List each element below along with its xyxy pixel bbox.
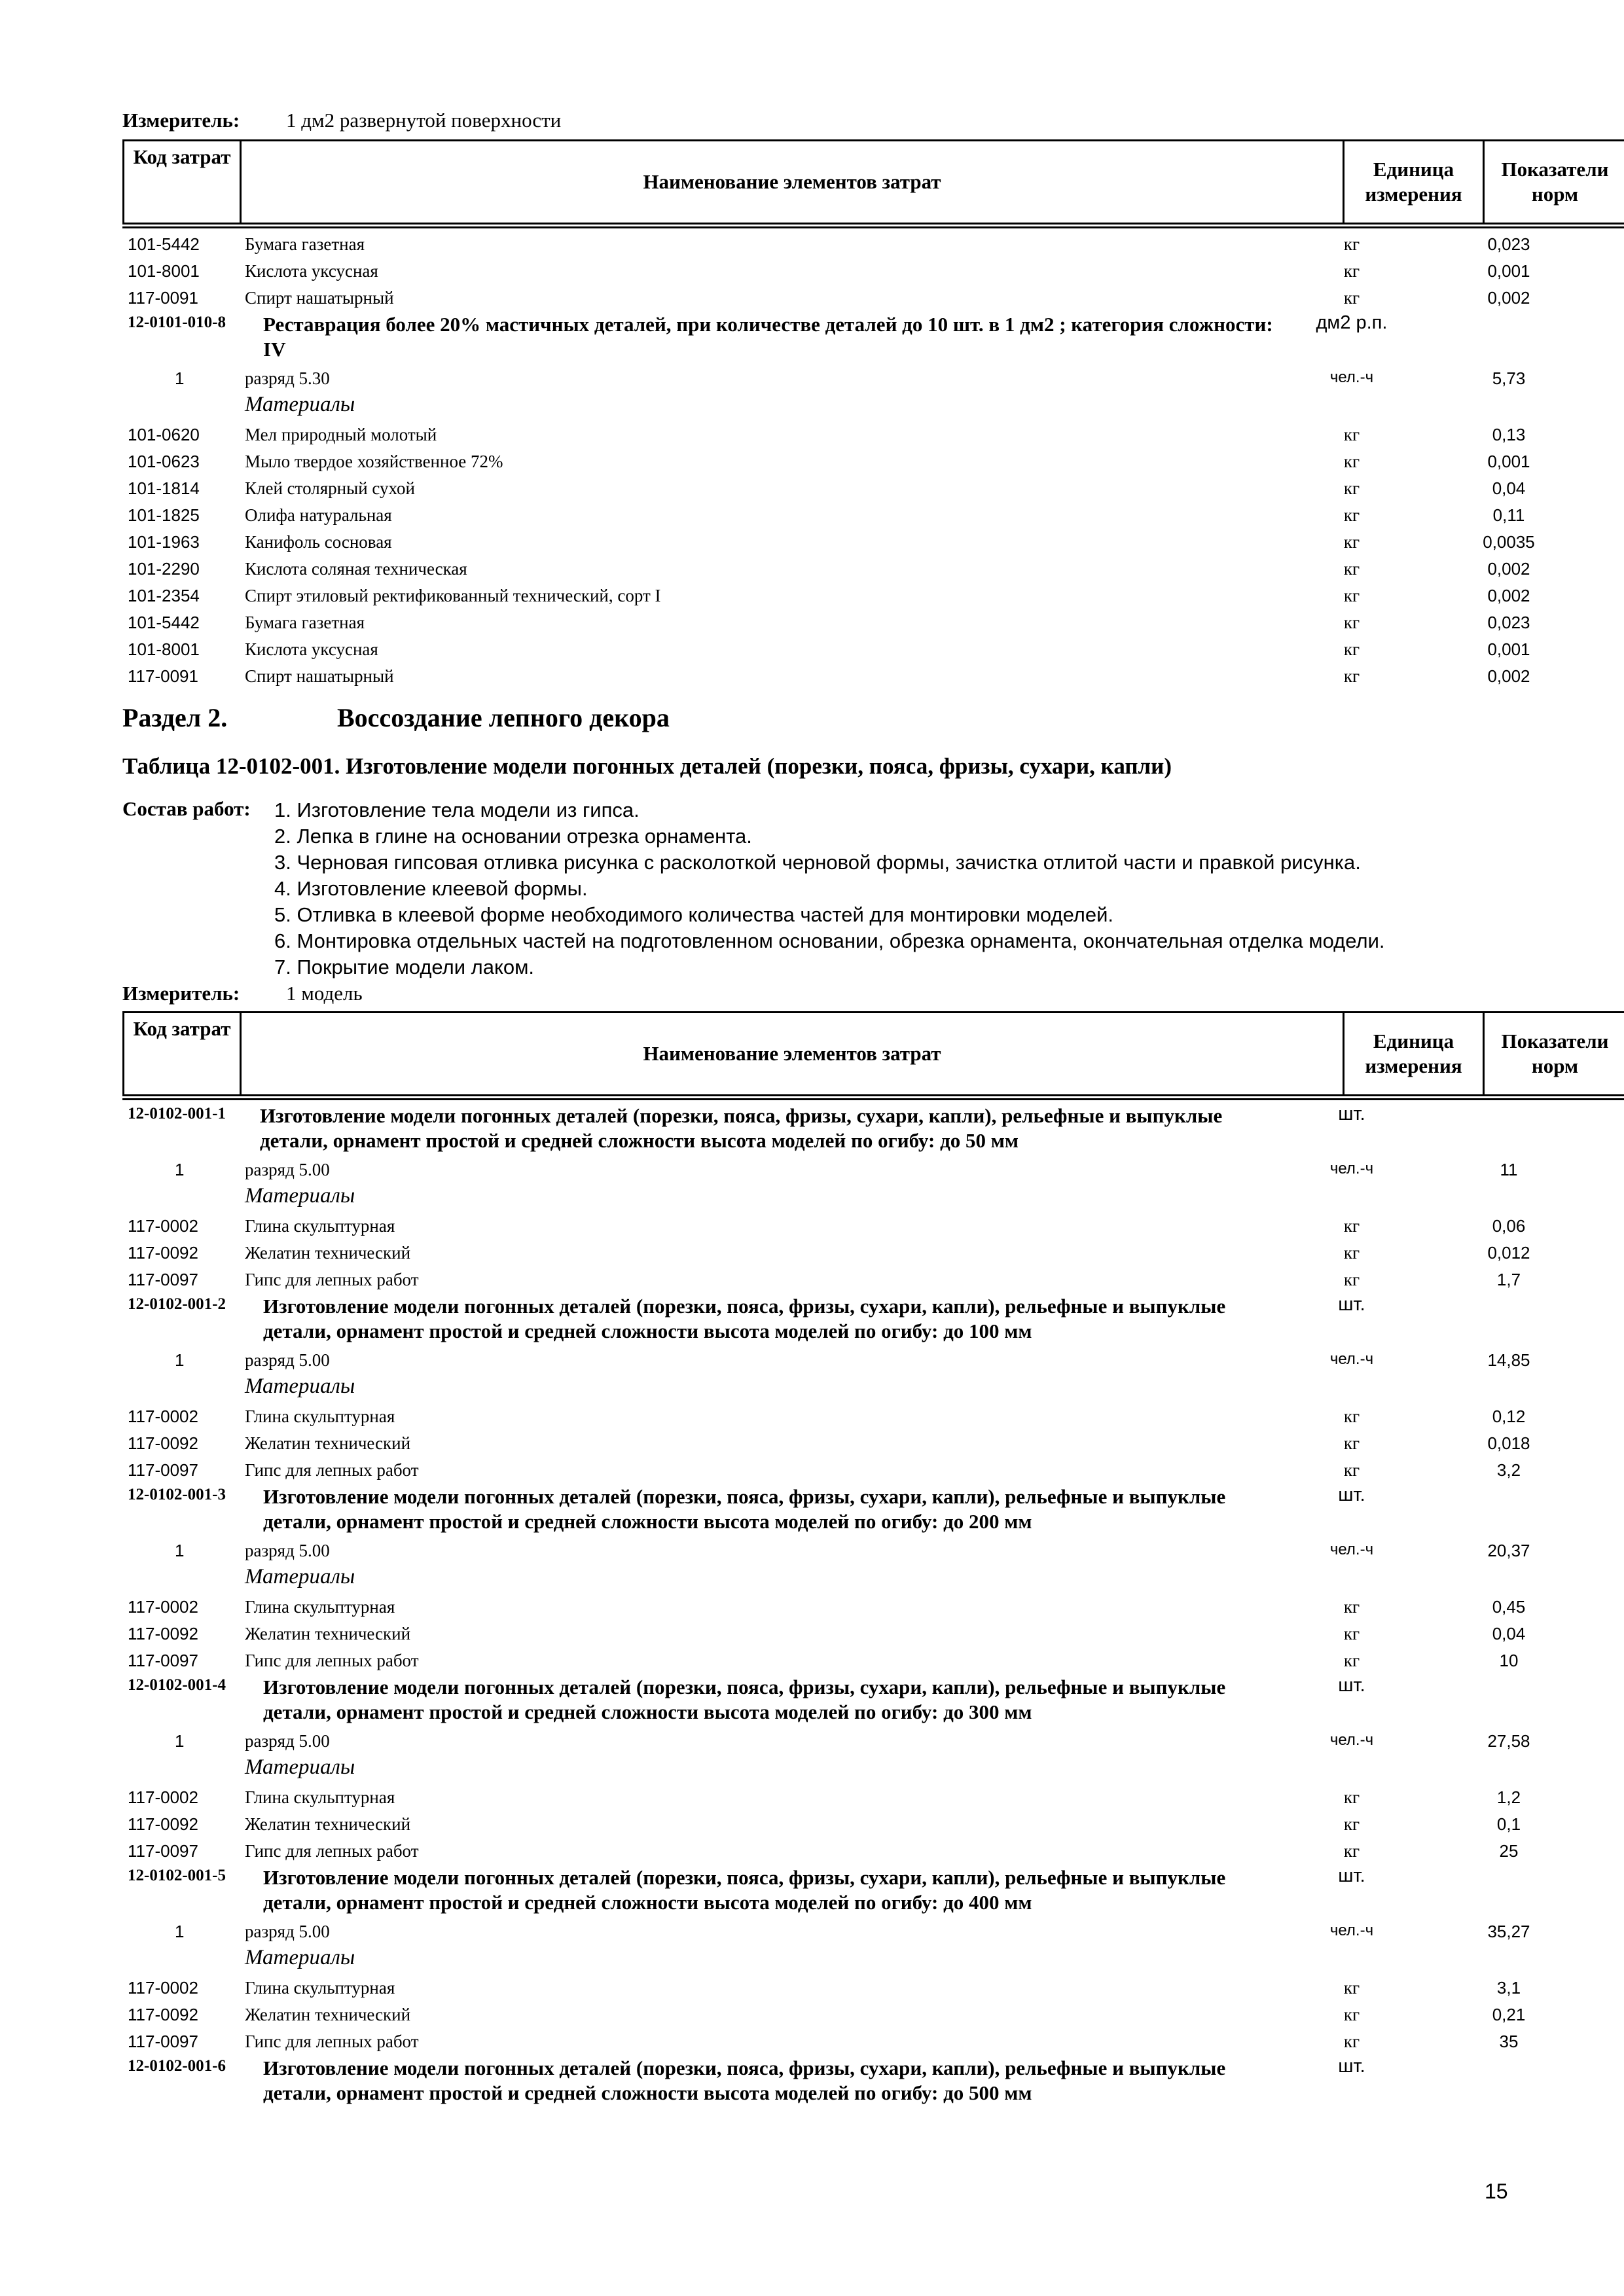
unit-cell: шт. <box>1338 1103 1365 1124</box>
cost-code: 101-1814 <box>128 478 200 498</box>
cost-code: 101-0623 <box>128 452 200 471</box>
unit-cell: чел.-ч <box>1329 1160 1374 1177</box>
cost-code: 117-0002 <box>128 1597 198 1617</box>
element-name: Реставрация более 20% мастичных деталей, при количестве деталей до 10 шт. в 1 дм2 ; категория сложности: IV <box>263 313 1273 361</box>
norm-cell: 5,73 <box>1492 368 1526 388</box>
unit-cell: кг <box>1343 666 1360 686</box>
norm-cell: 0,023 <box>1487 613 1530 632</box>
element-name: Материалы <box>245 1755 355 1779</box>
cost-code: 117-0097 <box>128 1841 198 1861</box>
table-row <box>122 529 1535 556</box>
measurer-label: Измеритель: <box>122 982 240 1005</box>
element-name: Спирт нашатырный <box>245 666 394 686</box>
unit-cell: кг <box>1343 1270 1360 1289</box>
work-composition-item: 6. Монтировка отдельных частей на подготовленном основании, обрезка орнамента, окончательная отделка модели. <box>274 929 1385 952</box>
unit-cell: кг <box>1343 2005 1360 2024</box>
norm-cell: 0,21 <box>1492 2005 1526 2024</box>
unit-cell: кг <box>1343 586 1360 605</box>
unit-cell: кг <box>1343 1841 1360 1861</box>
table-row <box>122 476 1526 503</box>
element-name: Гипс для лепных работ <box>245 1841 419 1861</box>
work-row <box>122 2056 1504 2109</box>
cost-code: 117-0002 <box>128 1787 198 1807</box>
header-name: Наименование элементов затрат <box>240 139 1344 224</box>
table-row <box>122 2029 1519 2056</box>
labor-row <box>122 1919 1530 1946</box>
norm-cell: 11 <box>1500 1160 1518 1179</box>
element-name: Желатин технический <box>245 1624 411 1643</box>
table-row <box>122 1975 1521 2002</box>
header-norm: Показатели норм <box>1483 139 1624 224</box>
norm-cell: 0,018 <box>1487 1433 1530 1453</box>
unit-cell: чел.-ч <box>1329 1350 1374 1368</box>
element-name: Материалы <box>245 1946 355 1969</box>
element-name: Канифоль сосновая <box>245 532 392 552</box>
element-name: Глина скульптурная <box>245 1407 395 1426</box>
norm-cell: 1,7 <box>1496 1270 1521 1289</box>
norm-cell: 0,04 <box>1492 478 1526 498</box>
element-name: Материалы <box>245 1184 355 1208</box>
materials-heading-row <box>122 393 1504 422</box>
table-row <box>122 1648 1519 1675</box>
work-composition-label: Состав работ: <box>122 797 251 820</box>
table-title: Таблица 12-0102-001. Изготовление модели погонных деталей (порезки, пояса, фризы, сухари, капли) <box>122 753 1172 779</box>
labor-row <box>122 1157 1518 1184</box>
table-row <box>122 1812 1521 1839</box>
table-row <box>122 503 1525 529</box>
norm-cell: 0,023 <box>1487 234 1530 254</box>
work-composition-item: 4. Изготовление клеевой формы. <box>274 877 588 900</box>
unit-cell: кг <box>1343 234 1360 254</box>
cost-code: 117-0092 <box>128 1624 198 1643</box>
norm-cell: 14,85 <box>1487 1350 1530 1370</box>
table-row <box>122 583 1530 610</box>
element-name: разряд 5.00 <box>245 1160 330 1179</box>
element-name: разряд 5.00 <box>245 1731 330 1751</box>
cost-code: 117-0097 <box>128 1460 198 1480</box>
materials-heading-row <box>122 1565 1504 1594</box>
table-row <box>122 1213 1526 1240</box>
cost-code: 12-0102-001-2 <box>128 1295 226 1313</box>
cost-code: 117-0091 <box>128 288 198 308</box>
cost-code: 12-0102-001-3 <box>128 1486 226 1503</box>
element-name: Гипс для лепных работ <box>245 2032 419 2051</box>
norm-cell: 0,002 <box>1487 586 1530 605</box>
section-heading <box>122 702 670 733</box>
cost-code: 117-0092 <box>128 1814 198 1834</box>
unit-cell: кг <box>1343 425 1360 444</box>
cost-code: 12-0102-001-1 <box>128 1105 226 1122</box>
unit-cell: чел.-ч <box>1329 1541 1374 1558</box>
cost-code: 101-5442 <box>128 234 200 254</box>
header-name: Наименование элементов затрат <box>240 1011 1344 1096</box>
element-name: Изготовление модели погонных деталей (порезки, пояса, фризы, сухари, капли), рельефные и выпуклые детали, орнамент простой и средней сложности высота моделей по огибу: до 400 мм <box>263 1866 1226 1914</box>
unit-cell: кг <box>1343 559 1360 579</box>
element-name: Бумага газетная <box>245 234 365 254</box>
element-name: Изготовление модели погонных деталей (порезки, пояса, фризы, сухари, капли), рельефные и выпуклые детали, орнамент простой и средней сложности высота моделей по огибу: до 50 мм <box>260 1104 1223 1152</box>
work-composition-item: 7. Покрытие модели лаком. <box>274 956 535 978</box>
table-header-1 <box>122 139 1609 230</box>
cost-code: 101-2290 <box>128 559 200 579</box>
norm-cell: 0,002 <box>1487 288 1530 308</box>
table-row <box>122 1267 1521 1294</box>
element-name: Материалы <box>245 1374 355 1398</box>
cost-code: 1 <box>175 1541 185 1560</box>
cost-code: 1 <box>175 1731 185 1751</box>
table-row <box>122 1785 1521 1812</box>
cost-code: 117-0097 <box>128 1270 198 1289</box>
unit-cell: кг <box>1343 288 1360 308</box>
unit-cell: кг <box>1343 613 1360 632</box>
unit-cell: кг <box>1343 1787 1360 1807</box>
element-name: Гипс для лепных работ <box>245 1460 419 1480</box>
work-composition-items <box>274 797 1385 980</box>
unit-cell: кг <box>1343 1433 1360 1453</box>
cost-code: 12-0102-001-5 <box>128 1867 226 1884</box>
norm-cell: 3,2 <box>1496 1460 1521 1480</box>
unit-cell: кг <box>1343 2032 1360 2051</box>
work-row <box>122 1103 1504 1157</box>
unit-cell: кг <box>1343 505 1360 525</box>
work-row <box>122 1865 1504 1919</box>
labor-row <box>122 1538 1530 1565</box>
norm-cell: 0,001 <box>1487 261 1530 281</box>
norm-cell: 0,04 <box>1492 1624 1526 1643</box>
norm-cell: 3,1 <box>1496 1978 1521 1998</box>
norm-cell: 0,002 <box>1487 666 1530 686</box>
cost-code: 12-0102-001-4 <box>128 1676 226 1694</box>
unit-cell: кг <box>1343 639 1360 659</box>
header-rule <box>122 226 1624 228</box>
work-composition-item: 5. Отливка в клеевой форме необходимого количества частей для монтировки моделей. <box>274 903 1114 926</box>
element-name: Спирт этиловый ректификованный технический, сорт I <box>245 586 661 605</box>
unit-cell: чел.-ч <box>1329 1922 1374 1939</box>
norm-cell: 0,001 <box>1487 639 1530 659</box>
cost-code: 117-0002 <box>128 1407 198 1426</box>
unit-cell: дм2 р.п. <box>1316 312 1388 333</box>
cost-code: 1 <box>175 1350 185 1370</box>
measurer-value: 1 модель <box>286 982 363 1005</box>
cost-code: 117-0091 <box>128 666 198 686</box>
element-name: Кислота уксусная <box>245 261 378 281</box>
cost-code: 1 <box>175 1160 185 1179</box>
element-name: Материалы <box>245 393 355 416</box>
measurer-value: 1 дм2 развернутой поверхности <box>286 109 562 132</box>
page-number: 15 <box>1485 2179 1508 2203</box>
element-name: Кислота соляная техническая <box>245 559 467 579</box>
norm-cell: 0,002 <box>1487 559 1530 579</box>
norm-cell: 0,06 <box>1492 1216 1526 1236</box>
table-row <box>122 637 1530 664</box>
element-name: Спирт нашатырный <box>245 288 394 308</box>
norm-cell: 0,001 <box>1487 452 1530 471</box>
norm-cell: 0,12 <box>1492 1407 1526 1426</box>
cost-code: 117-0092 <box>128 1243 198 1263</box>
table-row <box>122 232 1530 259</box>
element-name: Гипс для лепных работ <box>245 1270 419 1289</box>
labor-row <box>122 1348 1530 1374</box>
cost-code: 117-0092 <box>128 2005 198 2024</box>
norm-cell: 0,45 <box>1492 1597 1526 1617</box>
cost-code: 1 <box>175 368 185 388</box>
table-row <box>122 1240 1530 1267</box>
unit-cell: кг <box>1343 1624 1360 1643</box>
unit-cell: шт. <box>1338 1484 1365 1505</box>
cost-code: 101-8001 <box>128 639 200 659</box>
cost-code: 117-0092 <box>128 1433 198 1453</box>
unit-cell: шт. <box>1338 1675 1365 1696</box>
work-composition-item: 2. Лепка в глине на основании отрезка орнамента. <box>274 825 752 848</box>
materials-heading-row <box>122 1374 1504 1404</box>
norm-cell: 25 <box>1499 1841 1519 1861</box>
labor-row <box>122 366 1526 393</box>
table-row <box>122 1839 1519 1865</box>
element-name: Мыло твердое хозяйственное 72% <box>245 452 503 471</box>
norm-cell: 0,13 <box>1492 425 1526 444</box>
unit-cell: кг <box>1343 1814 1360 1834</box>
norm-cell: 0,0035 <box>1483 532 1535 552</box>
work-row <box>122 312 1504 366</box>
table-row <box>122 2002 1526 2029</box>
cost-code: 117-0002 <box>128 1216 198 1236</box>
cost-code: 101-5442 <box>128 613 200 632</box>
materials-heading-row <box>122 1946 1504 1975</box>
element-name: Желатин технический <box>245 1433 411 1453</box>
unit-cell: шт. <box>1338 2056 1365 2077</box>
unit-cell: кг <box>1343 452 1360 471</box>
unit-cell: кг <box>1343 1407 1360 1426</box>
measurer-1 <box>122 109 561 132</box>
work-row <box>122 1484 1504 1538</box>
table-header-2 <box>122 1011 1609 1102</box>
element-name: Желатин технический <box>245 1814 411 1834</box>
work-row <box>122 1675 1504 1729</box>
cost-code: 117-0097 <box>128 2032 198 2051</box>
unit-cell: чел.-ч <box>1329 1731 1374 1749</box>
unit-cell: кг <box>1343 1651 1360 1670</box>
materials-heading-row <box>122 1755 1504 1785</box>
cost-code: 101-1963 <box>128 532 200 552</box>
cost-code: 117-0097 <box>128 1651 198 1670</box>
element-name: Материалы <box>245 1565 355 1588</box>
materials-heading-row <box>122 1184 1504 1213</box>
header-rule <box>122 1098 1624 1100</box>
element-name: разряд 5.30 <box>245 368 330 388</box>
work-row <box>122 1294 1504 1348</box>
table-row <box>122 422 1526 449</box>
table-row <box>122 556 1530 583</box>
unit-cell: кг <box>1343 1216 1360 1236</box>
element-name: Мел природный молотый <box>245 425 437 444</box>
work-composition-item: 3. Черновая гипсовая отливка рисунка с расколоткой черновой формы, зачистка отлитой части и правкой рисунка. <box>274 851 1361 874</box>
measurer-label: Измеритель: <box>122 109 240 132</box>
element-name: Желатин технический <box>245 2005 411 2024</box>
measurer-2 <box>122 982 363 1005</box>
norm-cell: 35 <box>1499 2032 1519 2051</box>
cost-code: 12-0101-010-8 <box>128 314 226 331</box>
table-row <box>122 1621 1526 1648</box>
element-name: Бумага газетная <box>245 613 365 632</box>
element-name: Глина скульптурная <box>245 1787 395 1807</box>
element-name: Олифа натуральная <box>245 505 392 525</box>
unit-cell: кг <box>1343 261 1360 281</box>
element-name: Кислота уксусная <box>245 639 378 659</box>
table-row <box>122 1431 1530 1458</box>
unit-cell: шт. <box>1338 1865 1365 1886</box>
element-name: разряд 5.00 <box>245 1541 330 1560</box>
header-unit: Единица измерения <box>1343 1011 1485 1096</box>
cost-code: 101-1825 <box>128 505 200 525</box>
cost-code: 12-0102-001-6 <box>128 2057 226 2075</box>
header-code: Код затрат <box>122 1011 242 1096</box>
table-body-1 <box>122 232 1535 691</box>
element-name: Изготовление модели погонных деталей (порезки, пояса, фризы, сухари, капли), рельефные и выпуклые детали, орнамент простой и средней сложности высота моделей по огибу: до 100 мм <box>263 1295 1226 1342</box>
element-name: разряд 5.00 <box>245 1350 330 1370</box>
table-body-2 <box>122 1103 1530 2109</box>
table-row <box>122 449 1530 476</box>
header-norm: Показатели норм <box>1483 1011 1624 1096</box>
labor-row <box>122 1729 1530 1755</box>
norm-cell: 0,11 <box>1492 505 1525 525</box>
unit-cell: кг <box>1343 1460 1360 1480</box>
table-row <box>122 259 1530 285</box>
table-row <box>122 1458 1521 1484</box>
norm-cell: 27,58 <box>1487 1731 1530 1751</box>
cost-code: 117-0002 <box>128 1978 198 1998</box>
norm-cell: 1,2 <box>1496 1787 1521 1807</box>
section-title: Воссоздание лепного декора <box>337 703 670 732</box>
section-number: Раздел 2. <box>122 703 228 732</box>
unit-cell: кг <box>1343 532 1360 552</box>
cost-code: 101-0620 <box>128 425 200 444</box>
element-name: Глина скульптурная <box>245 1216 395 1236</box>
norm-cell: 0,1 <box>1496 1814 1521 1834</box>
unit-cell: кг <box>1343 1978 1360 1998</box>
element-name: Глина скульптурная <box>245 1978 395 1998</box>
unit-cell: кг <box>1343 1243 1360 1263</box>
norm-cell: 0,012 <box>1487 1243 1530 1263</box>
cost-code: 1 <box>175 1922 185 1941</box>
element-name: Желатин технический <box>245 1243 411 1263</box>
element-name: Клей столярный сухой <box>245 478 415 498</box>
element-name: Глина скульптурная <box>245 1597 395 1617</box>
header-code: Код затрат <box>122 139 242 224</box>
table-row <box>122 1594 1526 1621</box>
work-composition-item: 1. Изготовление тела модели из гипса. <box>274 798 640 821</box>
table-row <box>122 285 1530 312</box>
norm-cell: 20,37 <box>1487 1541 1530 1560</box>
cost-code: 101-2354 <box>128 586 200 605</box>
unit-cell: шт. <box>1338 1294 1365 1315</box>
table-row <box>122 1404 1526 1431</box>
unit-cell: чел.-ч <box>1329 368 1374 386</box>
norm-cell: 10 <box>1499 1651 1519 1670</box>
header-unit: Единица измерения <box>1343 139 1485 224</box>
element-name: разряд 5.00 <box>245 1922 330 1941</box>
element-name: Гипс для лепных работ <box>245 1651 419 1670</box>
element-name: Изготовление модели погонных деталей (порезки, пояса, фризы, сухари, капли), рельефные и выпуклые детали, орнамент простой и средней сложности высота моделей по огибу: до 500 мм <box>263 2056 1226 2104</box>
table-row <box>122 664 1530 691</box>
unit-cell: кг <box>1343 478 1360 498</box>
element-name: Изготовление модели погонных деталей (порезки, пояса, фризы, сухари, капли), рельефные и выпуклые детали, орнамент простой и средней сложности высота моделей по огибу: до 300 мм <box>263 1676 1226 1723</box>
table-row <box>122 610 1530 637</box>
norm-cell: 35,27 <box>1487 1922 1530 1941</box>
element-name: Изготовление модели погонных деталей (порезки, пояса, фризы, сухари, капли), рельефные и выпуклые детали, орнамент простой и средней сложности высота моделей по огибу: до 200 мм <box>263 1485 1226 1533</box>
cost-code: 101-8001 <box>128 261 200 281</box>
unit-cell: кг <box>1343 1597 1360 1617</box>
